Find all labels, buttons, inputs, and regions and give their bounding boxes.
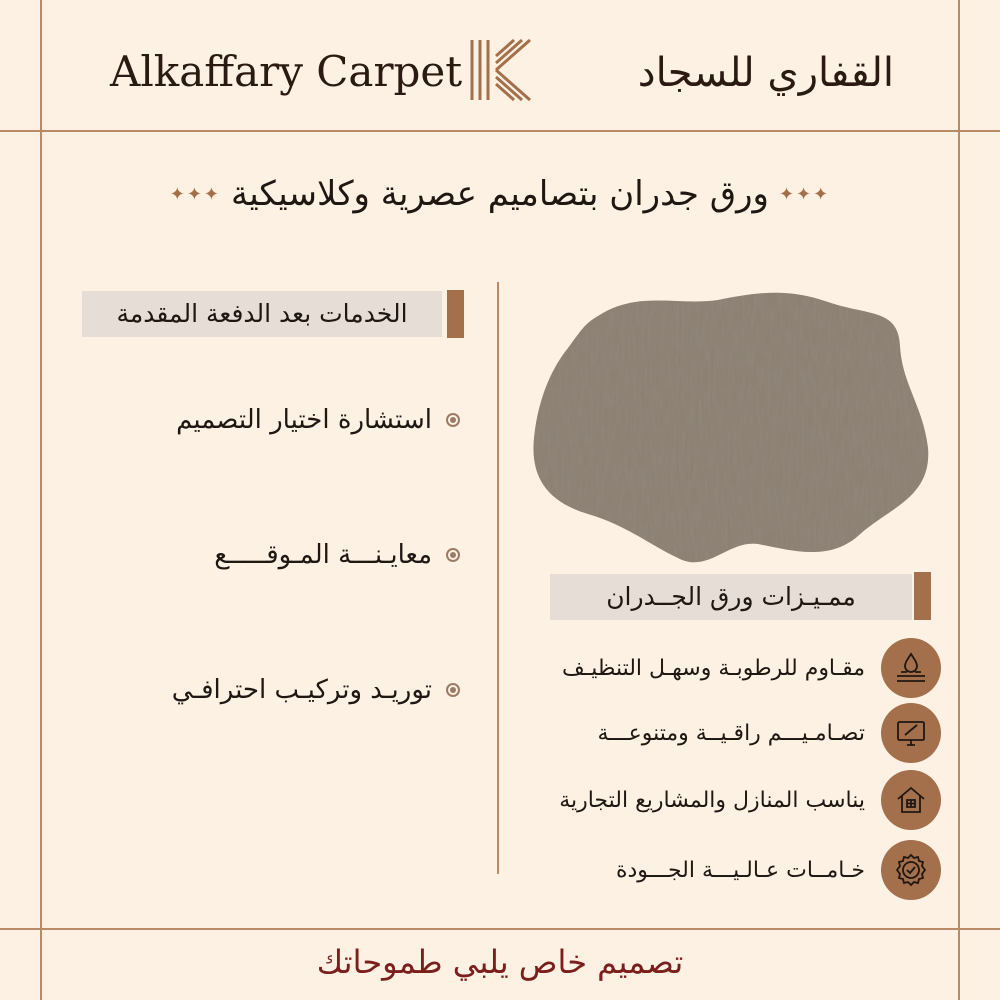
features-heading: ممـيـزات ورق الجــدران xyxy=(550,574,912,620)
features-heading-accent-bar xyxy=(914,572,931,620)
bullet-icon xyxy=(446,413,460,427)
footer-tagline: تصميم خاص يلبي طموحاتك xyxy=(316,943,684,981)
services-heading: الخدمات بعد الدفعة المقدمة xyxy=(82,291,442,337)
feature-item xyxy=(505,840,941,900)
bullet-icon xyxy=(446,683,460,697)
feature-item-label: يناسب المنازل والمشاريع التجارية xyxy=(559,787,865,813)
service-item xyxy=(100,395,460,445)
frame-line-right xyxy=(958,0,960,1000)
page-headline: ورق جدران بتصاميم عصرية وكلاسيكية xyxy=(231,174,769,214)
wallpaper-sample-image xyxy=(528,288,930,574)
feature-item-label: مقـاوم للرطوبـة وسهـل التنظيـف xyxy=(562,655,865,681)
services-heading-accent-bar xyxy=(447,290,464,338)
frame-line-bottom xyxy=(0,928,1000,930)
design-monitor-icon xyxy=(881,703,941,763)
alkaffary-k-logo-icon xyxy=(466,36,534,104)
column-divider xyxy=(497,282,499,874)
service-item-label: توريـد وتركيـب احترافـي xyxy=(171,675,432,705)
service-item-label: استشارة اختيار التصميم xyxy=(176,405,432,435)
headline-ornament-left: ✦✦✦ xyxy=(169,183,222,205)
service-item xyxy=(100,665,460,715)
headline-ornament-right: ✦✦✦ xyxy=(778,183,831,205)
brand-name-arabic: القفاري للسجاد xyxy=(637,50,894,96)
water-resistant-icon xyxy=(881,638,941,698)
feature-item-label: تصـامـيـــم راقـيــة ومتنوعـــة xyxy=(597,720,865,746)
service-item-label: معايـنـــة المـوقـــــع xyxy=(214,540,432,570)
feature-item xyxy=(505,638,941,698)
quality-badge-icon xyxy=(881,840,941,900)
service-item xyxy=(100,530,460,580)
house-icon xyxy=(881,770,941,830)
bullet-icon xyxy=(446,548,460,562)
brand-name-english: Alkaffary Carpet xyxy=(110,47,463,96)
feature-item xyxy=(505,770,941,830)
frame-line-top xyxy=(0,130,1000,132)
headline-row xyxy=(100,162,900,226)
feature-item xyxy=(505,703,941,763)
feature-item-label: خـامــات عـالـيـــة الجـــودة xyxy=(615,857,865,883)
frame-line-left xyxy=(40,0,42,1000)
